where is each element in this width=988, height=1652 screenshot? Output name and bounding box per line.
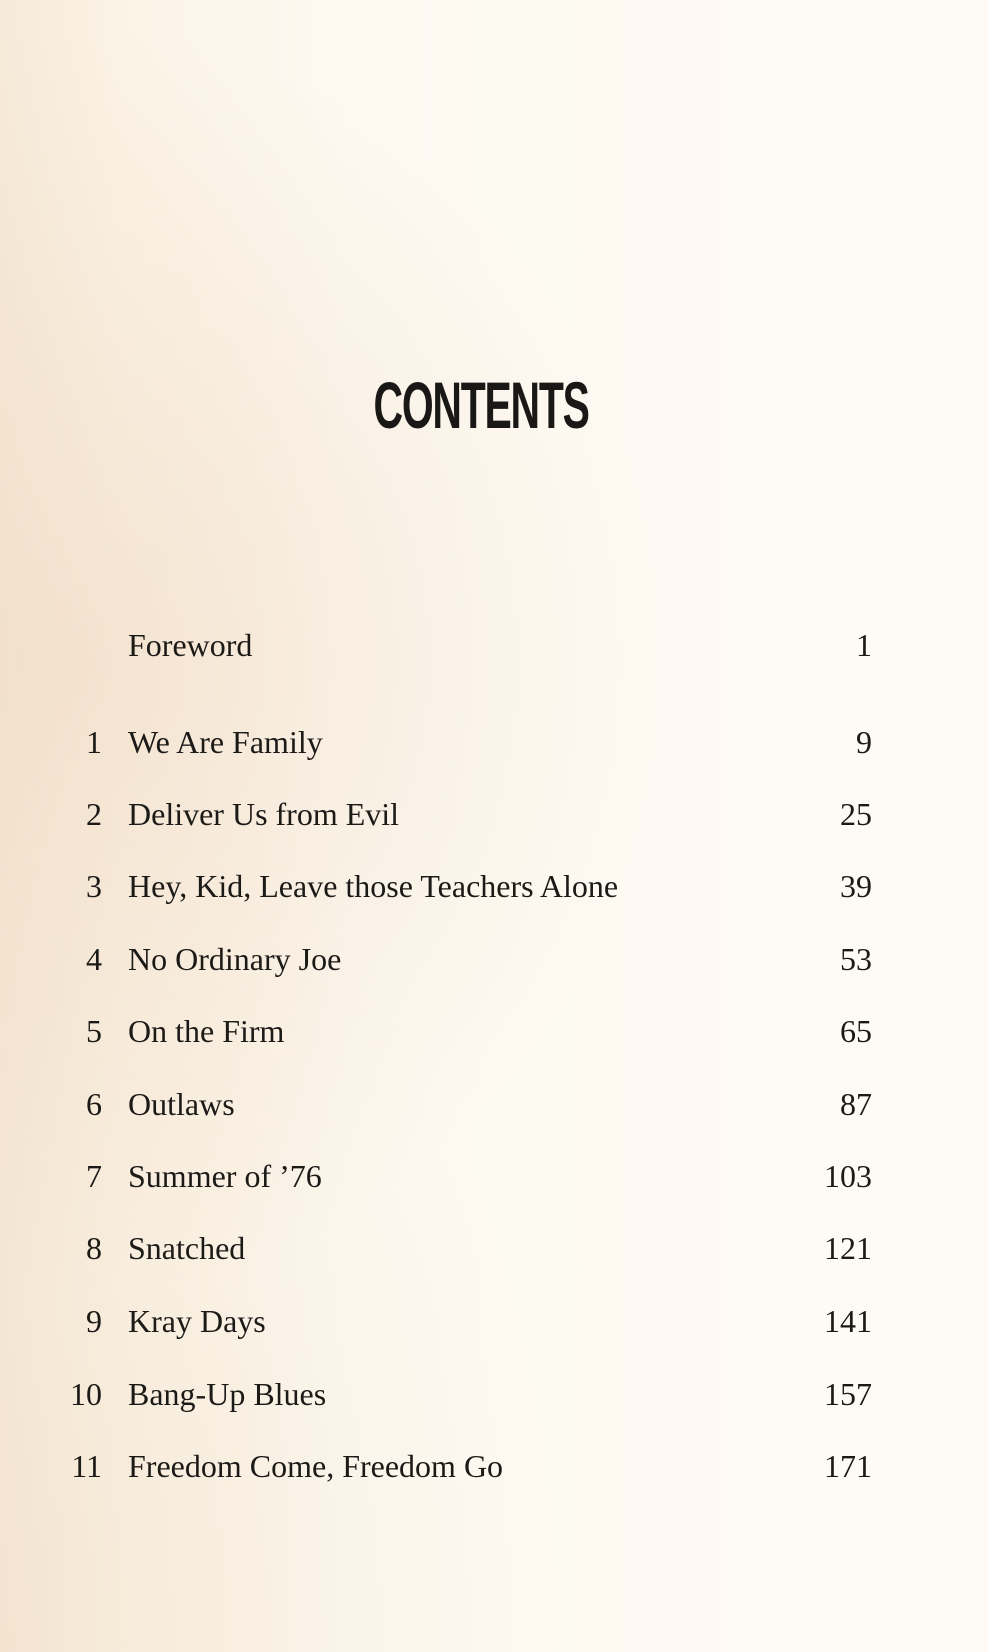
chapter-number: 1 <box>86 724 102 760</box>
toc-entry <box>0 1223 988 1273</box>
toc-entry <box>0 934 988 984</box>
chapter-number: 7 <box>86 1158 102 1194</box>
toc-entry <box>0 1151 988 1201</box>
toc-entry <box>0 861 988 911</box>
chapter-title: Hey, Kid, Leave those Teachers Alone <box>128 868 619 904</box>
page-number: 171 <box>824 1448 872 1484</box>
chapter-title: Deliver Us from Evil <box>128 796 400 832</box>
page-title: CONTENTS <box>373 368 589 442</box>
chapter-number: 4 <box>86 941 102 977</box>
chapter-title: We Are Family <box>128 724 323 760</box>
toc-entry <box>0 1296 988 1346</box>
page-number: 157 <box>824 1376 872 1412</box>
toc-entry <box>0 1441 988 1491</box>
chapter-title: Snatched <box>128 1230 246 1266</box>
toc-entry <box>0 1369 988 1419</box>
chapter-title: No Ordinary Joe <box>128 941 342 977</box>
chapter-number: 11 <box>71 1448 102 1484</box>
page-number: 141 <box>824 1303 872 1339</box>
chapter-number: 9 <box>86 1303 102 1339</box>
chapter-number: 10 <box>70 1376 102 1412</box>
chapter-number: 8 <box>86 1230 102 1266</box>
toc-entry <box>0 1006 988 1056</box>
toc-entry <box>0 789 988 839</box>
chapter-title: Bang-Up Blues <box>128 1376 327 1412</box>
page-number: 103 <box>824 1158 872 1194</box>
toc-entry-foreword <box>0 620 988 670</box>
page-number: 9 <box>856 724 872 760</box>
chapter-number: 2 <box>86 796 102 832</box>
chapter-title: Summer of ’76 <box>128 1158 322 1194</box>
toc-entry <box>0 1079 988 1129</box>
chapter-title: Foreword <box>128 627 253 663</box>
page-number: 1 <box>856 627 872 663</box>
chapter-number: 5 <box>86 1013 102 1049</box>
page-number: 87 <box>840 1086 872 1122</box>
chapter-number: 6 <box>86 1086 102 1122</box>
toc-entry <box>0 717 988 767</box>
page-number: 121 <box>824 1230 872 1266</box>
page-number: 65 <box>840 1013 872 1049</box>
chapter-title: Outlaws <box>128 1086 235 1122</box>
chapter-title: Freedom Come, Freedom Go <box>128 1448 504 1484</box>
chapter-title: On the Firm <box>128 1013 285 1049</box>
page-number: 53 <box>840 941 872 977</box>
page-number: 39 <box>840 868 872 904</box>
chapter-number: 3 <box>86 868 102 904</box>
chapter-title: Kray Days <box>128 1303 266 1339</box>
page-number: 25 <box>840 796 872 832</box>
